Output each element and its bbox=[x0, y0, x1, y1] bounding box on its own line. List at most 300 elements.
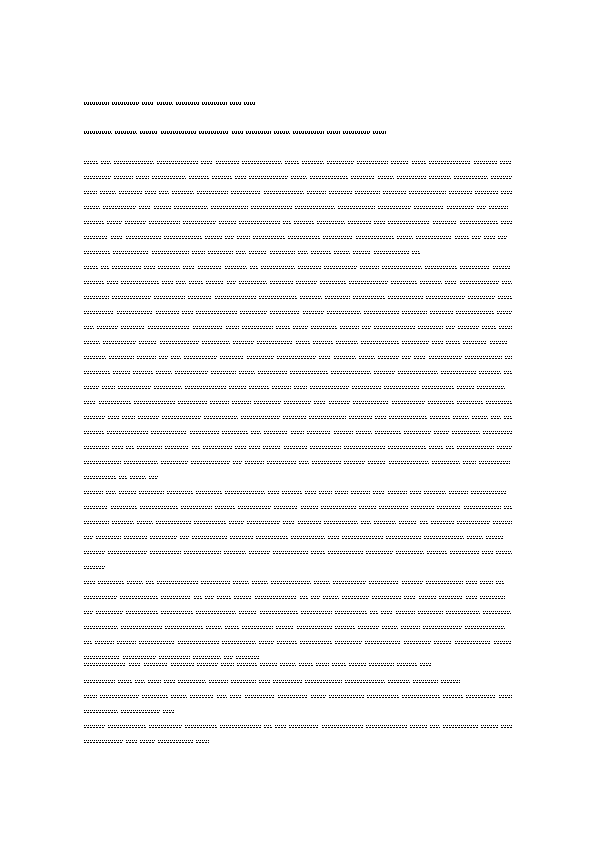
text-word bbox=[115, 131, 137, 135]
text-word bbox=[205, 236, 222, 239]
text-word bbox=[283, 521, 295, 524]
text-word bbox=[270, 251, 295, 254]
text-word bbox=[351, 491, 370, 494]
text-word bbox=[112, 521, 134, 524]
text-word bbox=[123, 656, 156, 659]
text-word bbox=[477, 386, 505, 389]
text-word bbox=[479, 371, 501, 374]
text-word bbox=[355, 191, 380, 194]
text-word bbox=[475, 191, 498, 194]
text-word bbox=[362, 326, 371, 329]
text-word bbox=[258, 371, 287, 374]
text-word bbox=[126, 236, 161, 239]
text-word bbox=[349, 663, 366, 666]
text-word bbox=[501, 191, 512, 194]
text-word bbox=[194, 521, 226, 524]
text-word bbox=[119, 491, 136, 494]
text-word bbox=[359, 506, 376, 509]
text-word bbox=[196, 611, 236, 614]
text-word bbox=[97, 326, 118, 329]
text-word bbox=[398, 371, 438, 374]
text-word bbox=[249, 176, 288, 179]
text-word bbox=[220, 356, 244, 359]
text-line bbox=[84, 521, 512, 526]
text-word bbox=[336, 341, 358, 344]
text-word bbox=[239, 281, 267, 284]
text-line bbox=[84, 581, 512, 586]
text-word bbox=[388, 680, 410, 683]
text-word bbox=[134, 401, 175, 404]
text-word bbox=[370, 611, 378, 614]
text-word bbox=[402, 311, 427, 314]
text-word bbox=[301, 611, 332, 614]
text-word bbox=[185, 725, 217, 728]
text-word bbox=[257, 341, 293, 344]
text-word bbox=[414, 356, 426, 359]
text-word bbox=[284, 401, 311, 404]
text-word bbox=[245, 461, 264, 464]
text-word bbox=[259, 641, 274, 644]
text-word bbox=[84, 191, 97, 194]
text-word bbox=[174, 206, 208, 209]
text-word bbox=[446, 446, 454, 449]
text-word bbox=[432, 461, 460, 464]
text-word bbox=[202, 102, 227, 106]
text-word bbox=[146, 581, 154, 584]
text-word bbox=[434, 641, 452, 644]
text-word bbox=[426, 581, 463, 584]
text-word bbox=[322, 725, 363, 728]
text-word bbox=[84, 296, 109, 299]
text-word bbox=[483, 611, 511, 614]
text-word bbox=[183, 266, 195, 269]
text-word bbox=[205, 596, 214, 599]
text-word bbox=[356, 236, 394, 239]
text-word bbox=[140, 506, 178, 509]
text-word bbox=[383, 191, 406, 194]
text-word bbox=[490, 341, 507, 344]
text-word bbox=[182, 311, 193, 314]
text-word bbox=[172, 191, 194, 194]
text-word bbox=[108, 725, 146, 728]
text-word bbox=[252, 581, 268, 584]
text-word bbox=[427, 551, 447, 554]
text-word bbox=[353, 251, 371, 254]
text-word bbox=[296, 341, 310, 344]
text-word bbox=[323, 236, 353, 239]
text-word bbox=[482, 326, 496, 329]
text-word bbox=[84, 476, 116, 479]
text-word bbox=[413, 680, 438, 683]
text-word bbox=[242, 161, 282, 164]
text-word bbox=[499, 326, 512, 329]
text-word bbox=[204, 416, 238, 419]
text-word bbox=[378, 356, 399, 359]
text-word bbox=[386, 536, 421, 539]
text-word bbox=[84, 611, 93, 614]
text-word bbox=[420, 281, 442, 284]
text-word bbox=[242, 326, 273, 329]
text-word bbox=[108, 551, 147, 554]
text-word bbox=[84, 566, 105, 569]
text-word bbox=[276, 626, 294, 629]
text-word bbox=[122, 416, 135, 419]
text-word bbox=[151, 431, 187, 434]
text-word bbox=[113, 371, 130, 374]
text-word bbox=[264, 431, 288, 434]
text-word bbox=[183, 221, 216, 224]
text-word bbox=[113, 251, 149, 254]
text-word bbox=[107, 221, 122, 224]
text-word bbox=[102, 386, 115, 389]
text-word bbox=[335, 641, 362, 644]
text-word bbox=[449, 191, 472, 194]
text-word bbox=[239, 611, 257, 614]
text-word bbox=[234, 596, 252, 599]
text-word bbox=[273, 680, 302, 683]
text-word bbox=[424, 536, 464, 539]
text-word bbox=[246, 131, 271, 135]
text-word bbox=[375, 416, 386, 419]
text-word bbox=[209, 680, 228, 683]
text-word bbox=[259, 680, 270, 683]
text-word bbox=[430, 725, 440, 728]
text-word bbox=[148, 326, 190, 329]
text-word bbox=[264, 191, 304, 194]
text-word bbox=[457, 401, 483, 404]
text-word bbox=[100, 695, 139, 698]
text-line bbox=[84, 536, 512, 541]
text-word bbox=[84, 461, 121, 464]
text-word bbox=[112, 296, 151, 299]
text-word bbox=[300, 641, 332, 644]
text-word bbox=[270, 311, 300, 314]
text-word bbox=[137, 356, 156, 359]
text-word bbox=[119, 476, 127, 479]
text-word bbox=[101, 161, 111, 164]
text-word bbox=[140, 740, 155, 743]
text-word bbox=[240, 311, 267, 314]
text-word bbox=[114, 176, 133, 179]
text-word bbox=[472, 416, 488, 419]
text-word bbox=[129, 663, 141, 666]
text-word bbox=[397, 236, 413, 239]
text-word bbox=[230, 695, 242, 698]
text-word bbox=[192, 446, 200, 449]
text-word bbox=[126, 446, 134, 449]
text-word bbox=[84, 551, 105, 554]
text-word bbox=[504, 371, 512, 374]
text-word bbox=[225, 266, 247, 269]
text-word bbox=[493, 266, 510, 269]
text-word bbox=[449, 491, 468, 494]
text-word bbox=[120, 596, 158, 599]
text-word bbox=[278, 695, 308, 698]
text-word bbox=[220, 725, 261, 728]
text-word bbox=[307, 191, 326, 194]
text-word bbox=[84, 626, 118, 629]
text-word bbox=[412, 251, 420, 254]
text-word bbox=[112, 446, 123, 449]
text-word bbox=[171, 695, 187, 698]
text-word bbox=[366, 725, 407, 728]
text-word bbox=[84, 725, 105, 728]
text-word bbox=[232, 131, 243, 135]
text-word bbox=[114, 161, 154, 164]
text-word bbox=[161, 131, 196, 135]
text-word bbox=[237, 663, 257, 666]
text-word bbox=[162, 281, 173, 284]
text-word bbox=[420, 521, 428, 524]
text-line bbox=[84, 431, 512, 436]
text-word bbox=[149, 221, 180, 224]
text-word bbox=[158, 740, 193, 743]
text-word bbox=[429, 356, 462, 359]
text-word bbox=[194, 596, 202, 599]
text-word bbox=[84, 206, 100, 209]
text-word bbox=[233, 461, 242, 464]
text-word bbox=[98, 581, 124, 584]
text-word bbox=[193, 656, 221, 659]
text-word bbox=[466, 581, 477, 584]
text-word bbox=[389, 416, 427, 419]
text-word bbox=[202, 341, 230, 344]
text-word bbox=[189, 281, 203, 284]
text-word bbox=[335, 491, 348, 494]
text-word bbox=[467, 536, 483, 539]
text-word bbox=[112, 266, 141, 269]
text-word bbox=[108, 416, 119, 419]
text-word bbox=[112, 102, 139, 106]
text-word bbox=[180, 536, 189, 539]
text-word bbox=[501, 221, 512, 224]
text-word bbox=[84, 326, 94, 329]
text-word bbox=[486, 536, 504, 539]
text-word bbox=[263, 446, 281, 449]
text-word bbox=[352, 386, 381, 389]
text-word bbox=[189, 176, 209, 179]
text-word bbox=[255, 596, 297, 599]
text-word bbox=[84, 446, 109, 449]
text-line bbox=[84, 296, 512, 301]
text-word bbox=[345, 680, 385, 683]
text-word bbox=[133, 371, 153, 374]
text-word bbox=[156, 371, 172, 374]
text-word bbox=[117, 311, 153, 314]
text-word bbox=[402, 581, 423, 584]
text-word bbox=[357, 161, 388, 164]
text-word bbox=[178, 680, 206, 683]
text-word bbox=[437, 506, 461, 509]
text-word bbox=[468, 296, 495, 299]
text-word bbox=[139, 341, 157, 344]
text-word bbox=[84, 581, 95, 584]
text-word bbox=[501, 725, 512, 728]
text-word bbox=[191, 461, 230, 464]
text-line bbox=[84, 236, 512, 241]
text-word bbox=[247, 356, 274, 359]
text-word bbox=[302, 161, 324, 164]
text-word bbox=[317, 221, 345, 224]
text-word bbox=[372, 596, 401, 599]
text-word bbox=[294, 386, 307, 389]
text-word bbox=[397, 176, 426, 179]
text-word bbox=[429, 176, 451, 179]
text-word bbox=[259, 296, 297, 299]
text-word bbox=[465, 356, 502, 359]
text-line bbox=[84, 476, 158, 481]
text-word bbox=[84, 161, 98, 164]
text-word bbox=[358, 626, 379, 629]
text-word bbox=[159, 191, 169, 194]
text-word bbox=[239, 371, 255, 374]
text-word bbox=[500, 161, 512, 164]
text-line bbox=[84, 386, 512, 391]
text-line bbox=[84, 740, 218, 745]
text-word bbox=[135, 680, 145, 683]
text-word bbox=[256, 536, 288, 539]
text-line bbox=[84, 461, 512, 466]
text-word bbox=[282, 491, 302, 494]
text-word bbox=[297, 626, 332, 629]
text-line bbox=[84, 281, 512, 286]
text-word bbox=[239, 221, 280, 224]
text-word bbox=[226, 326, 239, 329]
text-word bbox=[84, 695, 97, 698]
text-word bbox=[433, 221, 457, 224]
text-word bbox=[310, 386, 349, 389]
text-word bbox=[211, 371, 236, 374]
text-word bbox=[294, 221, 314, 224]
text-word bbox=[136, 176, 149, 179]
text-word bbox=[457, 446, 494, 449]
text-word bbox=[320, 281, 346, 284]
text-word bbox=[196, 740, 209, 743]
text-word bbox=[242, 626, 273, 629]
text-word bbox=[291, 536, 325, 539]
text-word bbox=[295, 206, 335, 209]
text-word bbox=[157, 581, 198, 584]
text-word bbox=[142, 102, 154, 106]
text-word bbox=[299, 663, 313, 666]
text-word bbox=[238, 506, 271, 509]
text-word bbox=[237, 236, 250, 239]
text-word bbox=[130, 476, 146, 479]
text-word bbox=[402, 356, 411, 359]
text-word bbox=[325, 296, 350, 299]
text-word bbox=[307, 431, 331, 434]
text-word bbox=[482, 551, 493, 554]
text-word bbox=[340, 326, 359, 329]
text-word bbox=[443, 695, 463, 698]
text-word bbox=[277, 641, 297, 644]
text-word bbox=[230, 536, 253, 539]
text-line bbox=[84, 102, 256, 107]
text-line bbox=[84, 401, 512, 406]
text-word bbox=[298, 266, 321, 269]
text-word bbox=[250, 266, 258, 269]
text-word bbox=[359, 356, 375, 359]
text-word bbox=[293, 131, 324, 135]
text-word bbox=[283, 416, 306, 419]
text-word bbox=[139, 641, 175, 644]
text-word bbox=[178, 641, 219, 644]
text-word bbox=[121, 281, 159, 284]
text-word bbox=[348, 221, 371, 224]
text-word bbox=[430, 416, 450, 419]
text-word bbox=[244, 102, 256, 106]
text-word bbox=[107, 431, 148, 434]
text-word bbox=[144, 266, 155, 269]
text-word bbox=[369, 581, 399, 584]
text-word bbox=[483, 431, 512, 434]
text-word bbox=[84, 401, 96, 404]
text-word bbox=[327, 161, 354, 164]
text-word bbox=[457, 521, 490, 524]
text-word bbox=[251, 431, 261, 434]
text-word bbox=[374, 221, 385, 224]
text-word bbox=[314, 581, 330, 584]
text-word bbox=[314, 401, 326, 404]
text-word bbox=[121, 710, 160, 713]
text-word bbox=[480, 581, 493, 584]
text-word bbox=[498, 236, 507, 239]
text-word bbox=[397, 663, 417, 666]
text-word bbox=[212, 176, 232, 179]
text-word bbox=[215, 506, 235, 509]
text-word bbox=[276, 326, 290, 329]
text-word bbox=[161, 611, 193, 614]
text-word bbox=[323, 596, 339, 599]
text-word bbox=[349, 416, 372, 419]
text-word bbox=[171, 663, 194, 666]
text-word bbox=[208, 251, 233, 254]
text-word bbox=[334, 251, 350, 254]
text-word bbox=[439, 596, 463, 599]
text-word bbox=[343, 131, 370, 135]
text-word bbox=[154, 386, 182, 389]
text-word bbox=[121, 326, 145, 329]
text-word bbox=[298, 521, 321, 524]
text-word bbox=[201, 161, 213, 164]
text-line bbox=[84, 663, 436, 668]
text-word bbox=[401, 626, 420, 629]
text-word bbox=[235, 446, 246, 449]
text-line bbox=[84, 725, 512, 730]
text-word bbox=[361, 521, 371, 524]
text-word bbox=[422, 386, 454, 389]
text-word bbox=[446, 611, 480, 614]
text-word bbox=[497, 446, 512, 449]
text-word bbox=[324, 521, 358, 524]
text-word bbox=[160, 341, 199, 344]
text-word bbox=[356, 431, 372, 434]
text-word bbox=[216, 161, 239, 164]
text-word bbox=[277, 356, 316, 359]
text-line bbox=[84, 221, 512, 226]
text-word bbox=[396, 611, 415, 614]
text-word bbox=[429, 446, 443, 449]
text-word bbox=[84, 341, 100, 344]
text-word bbox=[176, 281, 186, 284]
text-word bbox=[300, 296, 322, 299]
text-word bbox=[176, 102, 199, 106]
text-word bbox=[274, 506, 298, 509]
text-word bbox=[190, 431, 219, 434]
text-word bbox=[158, 266, 180, 269]
text-word bbox=[211, 206, 248, 209]
text-word bbox=[84, 656, 120, 659]
